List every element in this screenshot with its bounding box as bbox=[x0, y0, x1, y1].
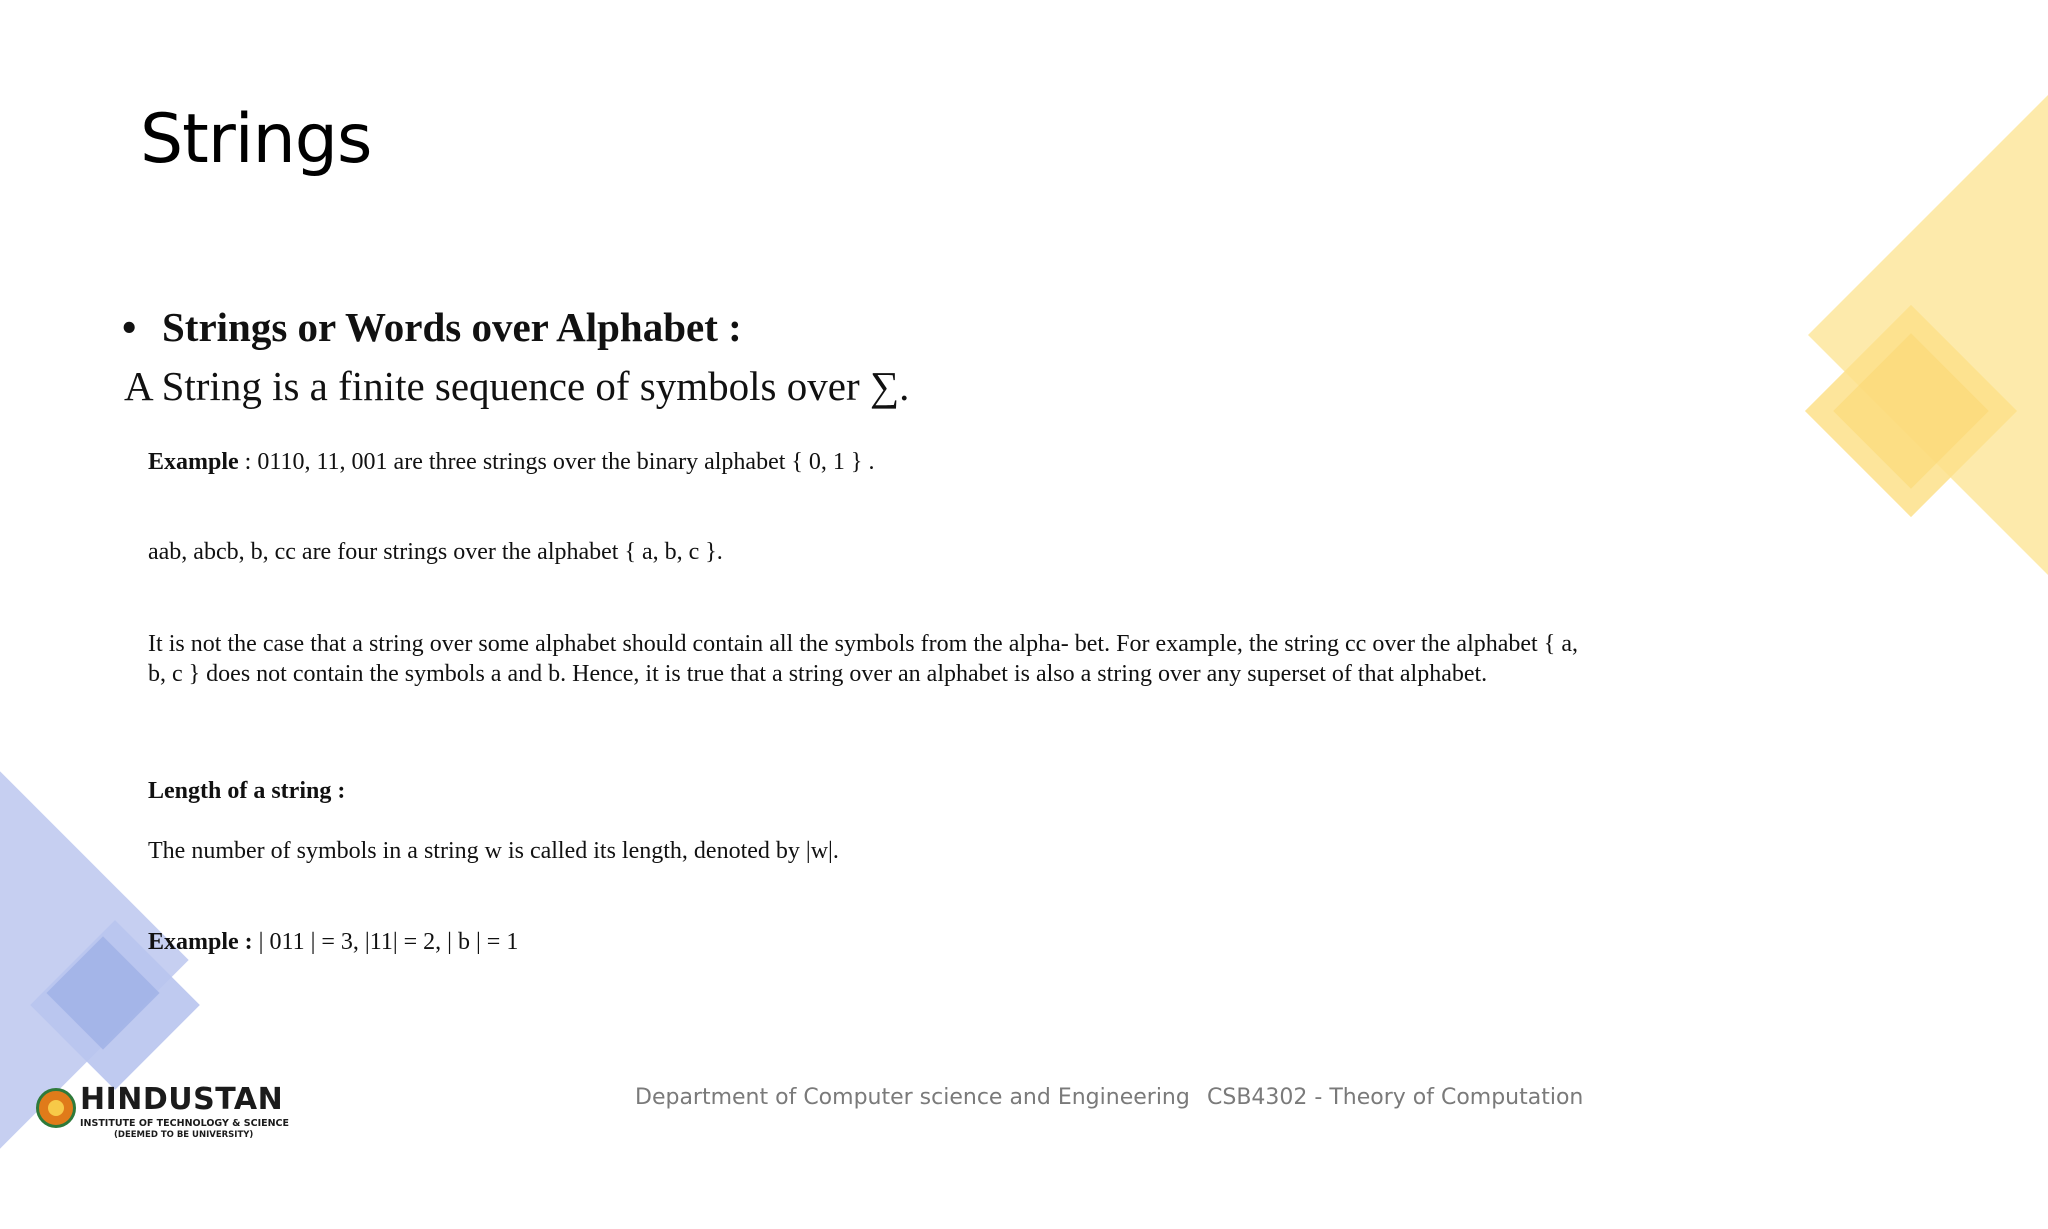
logo-deemed: (DEEMED TO BE UNIVERSITY) bbox=[114, 1130, 254, 1140]
example-binary-strings bbox=[148, 447, 874, 477]
example-label: Example bbox=[148, 449, 239, 475]
string-definition: A String is a finite sequence of symbols over ∑. bbox=[124, 363, 910, 409]
slide-title: Strings bbox=[140, 100, 372, 179]
emblem-icon bbox=[36, 1088, 76, 1128]
bullet-dot-icon: • bbox=[122, 304, 137, 350]
length-definition: The number of symbols in a string w is called its length, denoted by |w|. bbox=[148, 838, 839, 864]
example-lengths bbox=[148, 927, 518, 957]
superset-paragraph: It is not the case that a string over some alphabet should contain all the symbols from the alpha- bet. For example, the string cc over the alphabet { a, b, c } does not contain the symbols a and b. Hence, it is true that a string over an alphabet is also a string over any superset of that alphabet. bbox=[148, 631, 1578, 687]
institution-logo bbox=[36, 1084, 296, 1144]
logo-name: HINDUSTAN bbox=[80, 1082, 284, 1117]
example-label: Example : bbox=[148, 929, 253, 955]
logo-subtitle: INSTITUTE OF TECHNOLOGY & SCIENCE bbox=[80, 1118, 290, 1129]
example-abc-strings: aab, abcb, b, cc are four strings over the alphabet { a, b, c }. bbox=[148, 539, 723, 565]
example-text: : 0110, 11, 001 are three strings over the binary alphabet { 0, 1 } . bbox=[238, 449, 875, 475]
footer-course: CSB4302 - Theory of Computation bbox=[1207, 1085, 1584, 1110]
bullet-heading-text: Strings or Words over Alphabet : bbox=[162, 304, 742, 350]
footer-department: Department of Computer science and Engineering bbox=[635, 1085, 1190, 1110]
example-text: | 011 | = 3, |11| = 2, | b | = 1 bbox=[252, 929, 519, 955]
bullet-heading bbox=[122, 303, 742, 351]
length-heading: Length of a string : bbox=[148, 778, 346, 804]
